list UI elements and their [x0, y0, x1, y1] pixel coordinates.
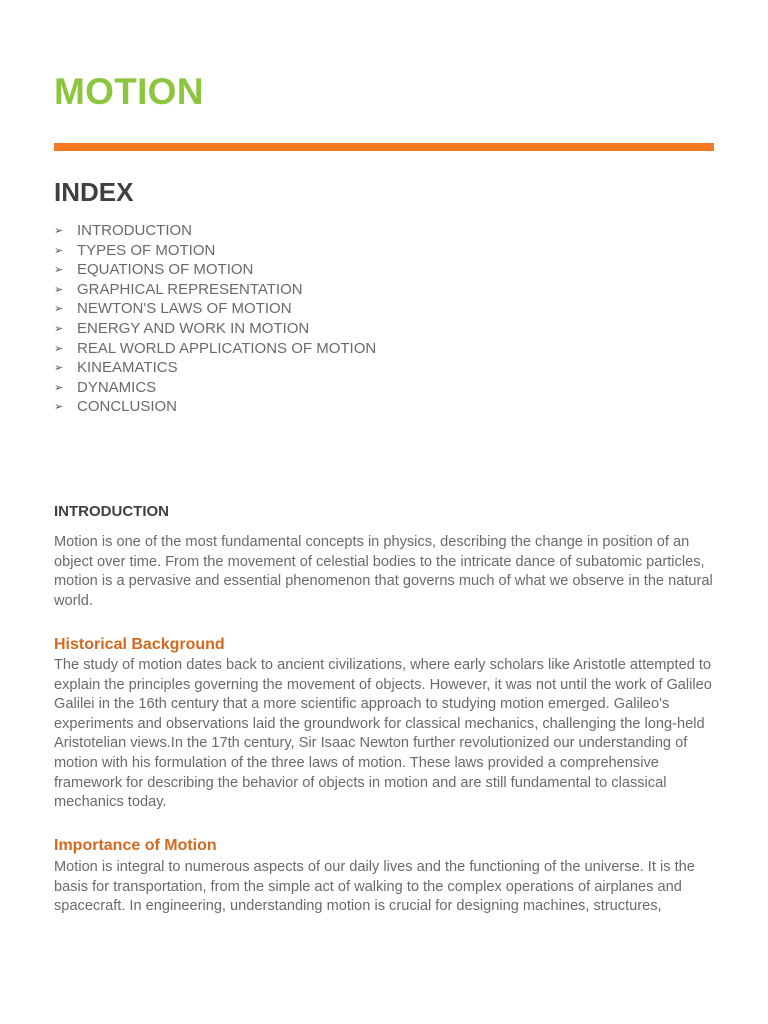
importance-of-motion-paragraph: Motion is integral to numerous aspects of our daily lives and the functioning of the universe. It is the basis for transportation, from the simple act of walking to the complex operations of airplanes and spacecraft. In engineering, understanding motion is crucial for designing machines, structures,	[54, 859, 695, 915]
index-item-label: REAL WORLD APPLICATIONS OF MOTION	[77, 339, 377, 357]
introduction-heading: INTRODUCTION	[54, 503, 169, 520]
index-item	[54, 378, 376, 398]
arrow-bullet-icon: ➢	[54, 321, 64, 335]
arrow-bullet-icon: ➢	[54, 341, 64, 355]
index-item-label: DYNAMICS	[77, 378, 157, 396]
historical-background-heading: Historical Background	[54, 636, 225, 653]
arrow-bullet-icon: ➢	[54, 224, 64, 237]
index-item-label: NEWTON'S LAWS OF MOTION	[77, 300, 292, 318]
index-item	[54, 299, 376, 319]
index-item-label: CONCLUSION	[77, 398, 178, 416]
index-item	[54, 221, 376, 241]
index-item-label: ENERGY AND WORK IN MOTION	[77, 319, 310, 337]
index-item	[54, 397, 376, 417]
index-item-label: INTRODUCTION	[77, 222, 192, 239]
importance-of-motion-heading: Importance of Motion	[54, 837, 217, 854]
index-item	[54, 260, 376, 280]
index-item-label: TYPES OF MOTION	[77, 241, 216, 259]
index-item	[54, 241, 376, 261]
historical-background-paragraph: The study of motion dates back to ancient civilizations, where early scholars like Aristotle attempted to explain the principles governing the movement of objects. However, it was not until the work of Galileo Galilei in the 16th century that a more scientific approach to studying motion emerged. Galileo's experiments and observations laid the groundwork for classical mechanics, challenging the long-held Aristotelian views.In the 17th century, Sir Isaac Newton further revolutionized our understanding of motion with his formulation of the three laws of motion. These laws provided a comprehensive framework for describing the behavior of objects in motion and are still fundamental to classical mechanics today.	[54, 657, 712, 811]
title-divider	[54, 143, 714, 151]
arrow-bullet-icon: ➢	[54, 400, 64, 414]
index-item-label: EQUATIONS OF MOTION	[77, 261, 254, 279]
arrow-bullet-icon: ➢	[54, 243, 64, 257]
arrow-bullet-icon: ➢	[54, 380, 64, 394]
index-item-label: GRAPHICAL REPRESENTATION	[77, 280, 303, 298]
index-item	[54, 339, 376, 359]
arrow-bullet-icon: ➢	[54, 302, 64, 316]
arrow-bullet-icon: ➢	[54, 263, 64, 277]
arrow-bullet-icon: ➢	[54, 361, 64, 375]
index-item	[54, 280, 376, 300]
arrow-bullet-icon: ➢	[54, 282, 64, 296]
index-item	[54, 358, 376, 378]
index-heading: INDEX	[54, 177, 134, 207]
document-title: MOTION	[54, 71, 204, 112]
index-item	[54, 319, 376, 339]
introduction-paragraph: Motion is one of the most fundamental concepts in physics, describing the change in position of an object over time. From the movement of celestial bodies to the intricate dance of subatomic particles, motion is a pervasive and essential phenomenon that governs much of what we observe in the natural world.	[54, 534, 713, 609]
index-item-label: KINEAMATICS	[77, 359, 178, 377]
index-list	[54, 221, 376, 417]
